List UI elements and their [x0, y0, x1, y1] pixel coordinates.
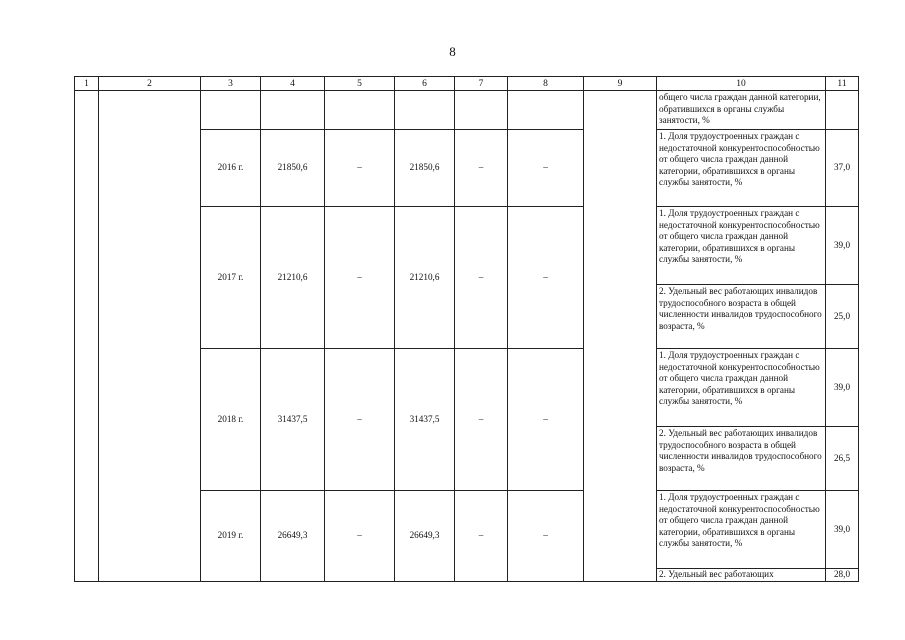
indicator-text: общего числа граждан данной категории, обратившихся в органы службы занятости, %: [657, 91, 826, 130]
table-cell: [584, 91, 657, 582]
column-header: 6: [395, 77, 455, 91]
funding-col5: –: [325, 491, 395, 582]
year-cell: 2016 г.: [201, 130, 261, 207]
indicator-text: 2. Удельный вес работающих инвалидов трудоспособного возраста в общей численности инвалидов трудоспособного возраста, %: [657, 285, 826, 349]
funding-col8: –: [508, 491, 584, 582]
table-cell: [99, 91, 201, 582]
program-table: [74, 76, 859, 582]
funding-col6: 21210,6: [395, 207, 455, 349]
funding-col6: 26649,3: [395, 491, 455, 582]
year-cell: 2019 г.: [201, 491, 261, 582]
funding-col5: –: [325, 207, 395, 349]
funding-total: 21210,6: [261, 207, 325, 349]
column-header: 3: [201, 77, 261, 91]
funding-col7: –: [455, 491, 508, 582]
funding-col8: –: [508, 349, 584, 491]
column-header: 1: [75, 77, 99, 91]
column-header: 10: [657, 77, 826, 91]
page-number: 8: [449, 44, 456, 59]
column-header: 7: [455, 77, 508, 91]
indicator-text: 1. Доля трудоустроенных граждан с недостаточной конкурентоспособностью от общего числа граждан данной категории, обратившихся в органы службы занятости, %: [657, 349, 826, 427]
column-header: 11: [826, 77, 859, 91]
year-cell: 2018 г.: [201, 349, 261, 491]
table-cell: [395, 91, 455, 130]
table-cell: [455, 91, 508, 130]
indicator-text: 2. Удельный вес работающих: [657, 569, 826, 582]
funding-col7: –: [455, 349, 508, 491]
indicator-value: 39,0: [826, 349, 859, 427]
indicator-value: 28,0: [826, 569, 859, 582]
column-header: 2: [99, 77, 201, 91]
funding-col6: 21850,6: [395, 130, 455, 207]
column-header: 5: [325, 77, 395, 91]
funding-col7: –: [455, 207, 508, 349]
year-cell: 2017 г.: [201, 207, 261, 349]
funding-col8: –: [508, 130, 584, 207]
indicator-value: 25,0: [826, 285, 859, 349]
table-cell: [826, 91, 859, 130]
indicator-value: 39,0: [826, 491, 859, 569]
indicator-value: 39,0: [826, 207, 859, 285]
indicator-text: 2. Удельный вес работающих инвалидов трудоспособного возраста в общей численности инвалидов трудоспособного возраста, %: [657, 427, 826, 491]
table-cell: [75, 91, 99, 582]
funding-col5: –: [325, 130, 395, 207]
column-header: 8: [508, 77, 584, 91]
table-row: [75, 91, 859, 130]
funding-col8: –: [508, 207, 584, 349]
indicator-value: 26,5: [826, 427, 859, 491]
funding-total: 31437,5: [261, 349, 325, 491]
table-cell: [325, 91, 395, 130]
indicator-text: 1. Доля трудоустроенных граждан с недостаточной конкурентоспособностью от общего числа граждан данной категории, обратившихся в органы службы занятости, %: [657, 207, 826, 285]
funding-col6: 31437,5: [395, 349, 455, 491]
table-cell: [261, 91, 325, 130]
column-number-row: [75, 77, 859, 91]
column-header: 4: [261, 77, 325, 91]
indicator-text: 1. Доля трудоустроенных граждан с недостаточной конкурентоспособностью от общего числа граждан данной категории, обратившихся в органы службы занятости, %: [657, 491, 826, 569]
funding-col5: –: [325, 349, 395, 491]
funding-col7: –: [455, 130, 508, 207]
table-cell: [201, 91, 261, 130]
indicator-text: 1. Доля трудоустроенных граждан с недостаточной конкурентоспособностью от общего числа граждан данной категории, обратившихся в органы службы занятости, %: [657, 130, 826, 207]
funding-total: 21850,6: [261, 130, 325, 207]
indicator-value: 37,0: [826, 130, 859, 207]
table-cell: [508, 91, 584, 130]
column-header: 9: [584, 77, 657, 91]
funding-total: 26649,3: [261, 491, 325, 582]
